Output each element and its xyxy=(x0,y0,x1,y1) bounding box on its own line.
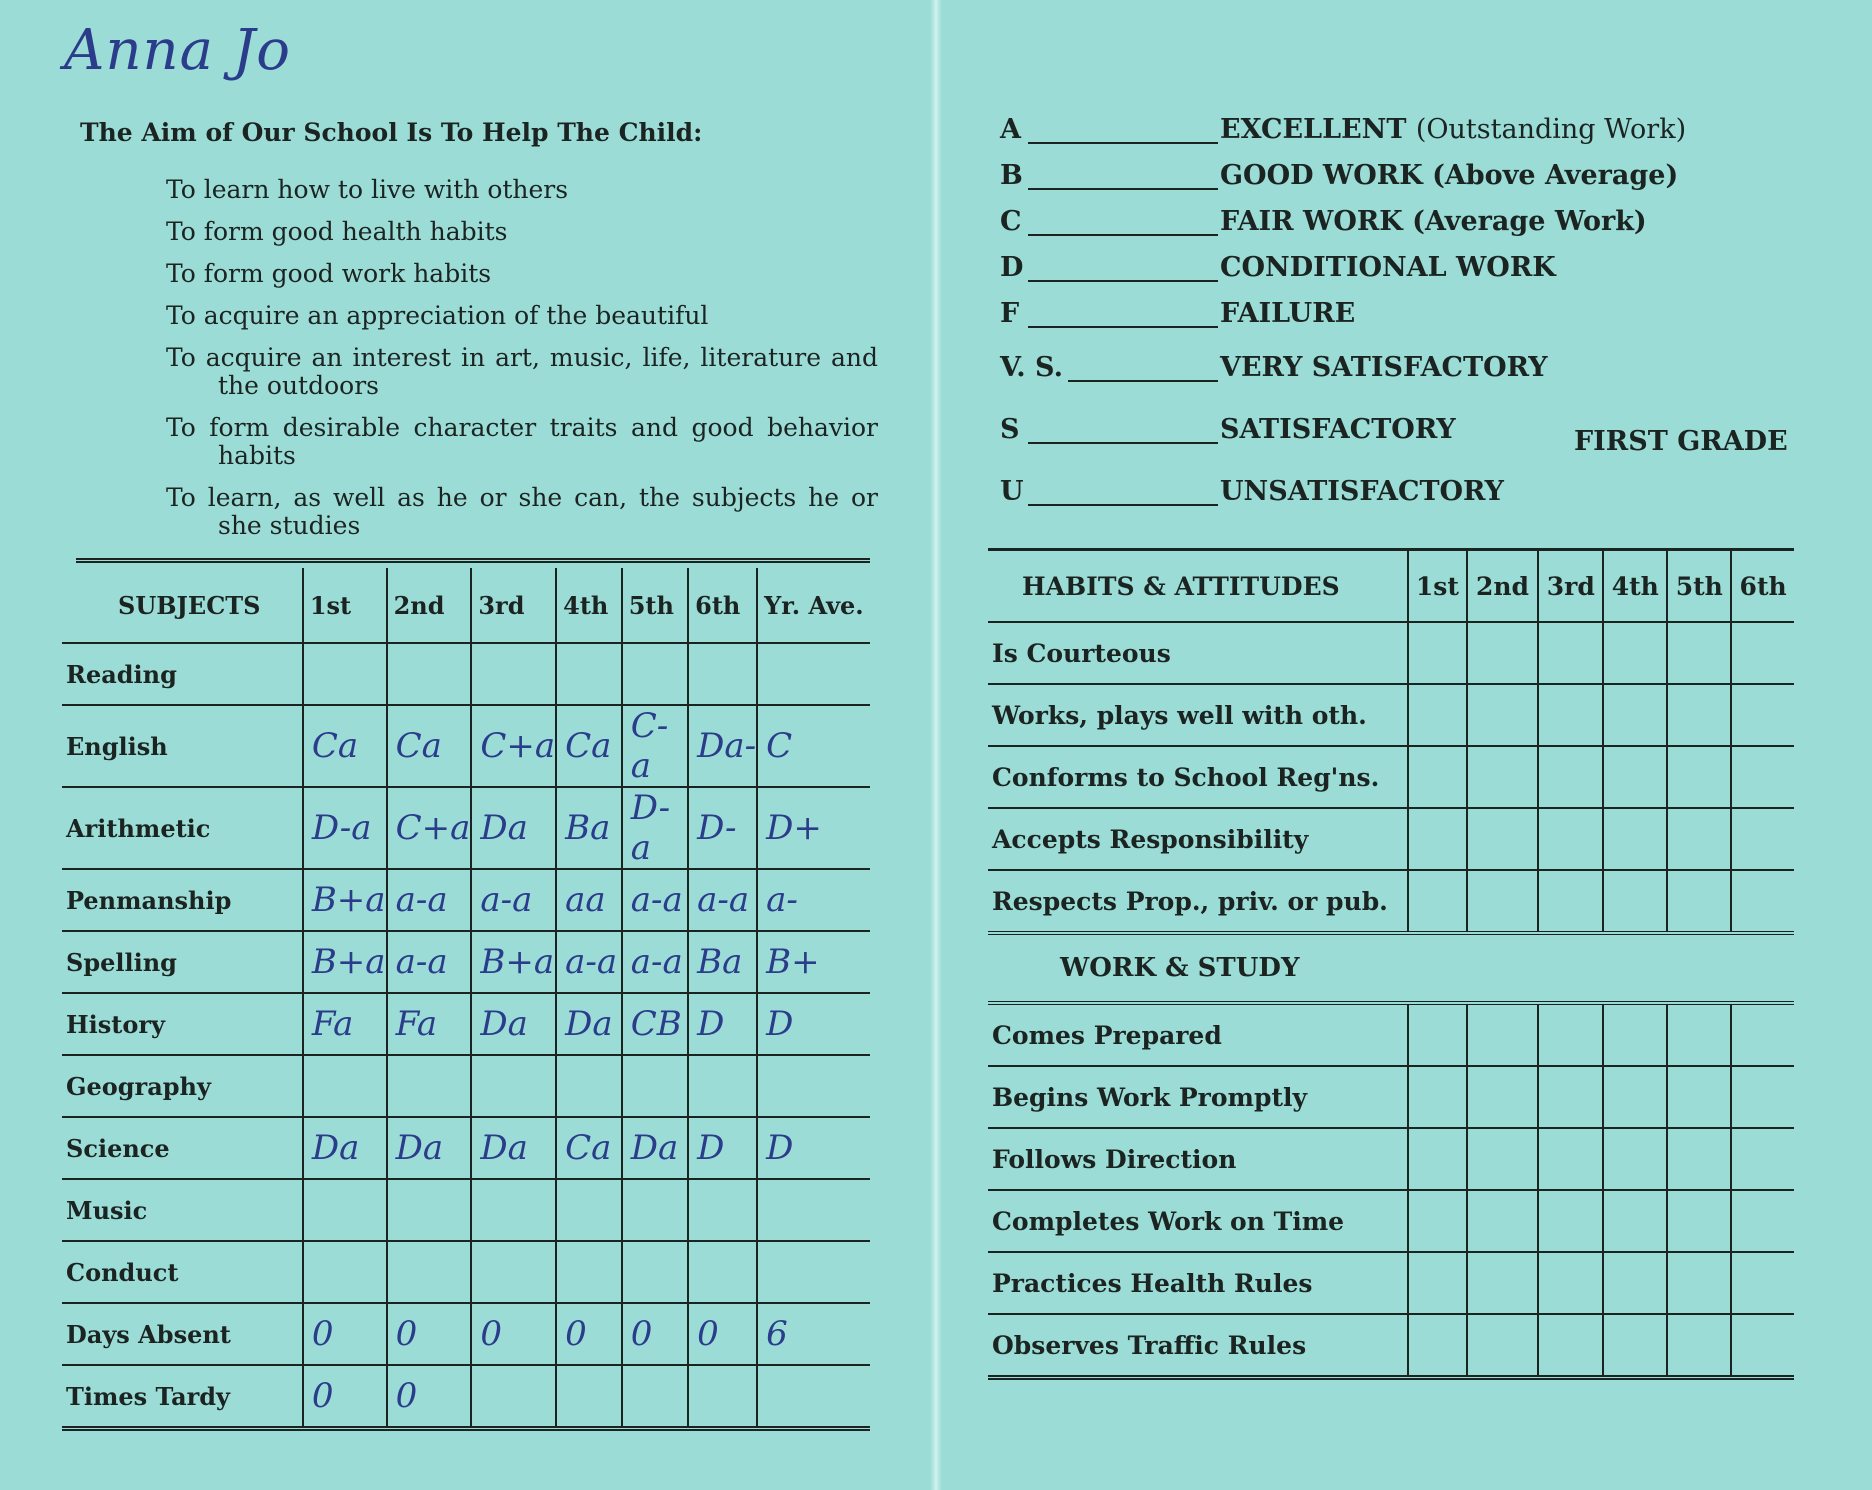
legend-line xyxy=(1028,188,1218,190)
subject-name: History xyxy=(62,993,303,1055)
habits-header-row xyxy=(988,550,1794,623)
grade-cell xyxy=(471,1055,556,1117)
grade-cell: Ba xyxy=(688,931,757,993)
legend-line xyxy=(1028,142,1218,144)
grade-cell: a-a xyxy=(688,869,757,931)
subject-name: Days Absent xyxy=(62,1303,303,1365)
grade-cell xyxy=(303,1241,387,1303)
aim-item: To acquire an interest in art, music, life, literature and the outdoors xyxy=(166,343,878,400)
grade-cell: C-a xyxy=(622,705,688,787)
subject-row xyxy=(62,869,870,931)
habit-grade-cell xyxy=(1667,870,1731,933)
grade-cell xyxy=(556,643,622,705)
aim-item: To form good work habits xyxy=(166,259,492,288)
habit-grade-cell xyxy=(1603,1128,1667,1190)
grade-cell xyxy=(303,1055,387,1117)
habit-grade-cell xyxy=(1603,1066,1667,1128)
aim-item: To learn how to live with others xyxy=(166,175,569,204)
habit-grade-cell xyxy=(1408,808,1467,870)
grade-cell: CB xyxy=(622,993,688,1055)
habit-grade-cell xyxy=(1603,870,1667,933)
legend-meaning xyxy=(1220,160,1678,191)
habit-label: Practices Health Rules xyxy=(988,1252,1408,1314)
legend-key: S xyxy=(1000,414,1020,445)
grade-cell xyxy=(688,1055,757,1117)
subject-name: Music xyxy=(62,1179,303,1241)
habit-grade-cell xyxy=(1667,808,1731,870)
habit-grade-cell xyxy=(1538,746,1603,808)
year-average-cell: D+ xyxy=(757,787,870,869)
habit-grade-cell xyxy=(1603,684,1667,746)
grade-cell xyxy=(387,1055,472,1117)
habit-grade-cell xyxy=(1467,1190,1538,1252)
habit-grade-cell xyxy=(1408,684,1467,746)
grade-cell: Fa xyxy=(387,993,472,1055)
subject-row xyxy=(62,705,870,787)
year-average-cell xyxy=(757,1055,870,1117)
page-fold xyxy=(930,0,942,1490)
term-header: 6th xyxy=(1731,550,1794,623)
subject-name: Reading xyxy=(62,643,303,705)
habit-label: Completes Work on Time xyxy=(988,1190,1408,1252)
term-header: 5th xyxy=(622,568,688,643)
habit-label: Is Courteous xyxy=(988,622,1408,684)
table-top-rule xyxy=(76,558,870,563)
legend-row xyxy=(1000,114,1820,160)
habit-grade-cell xyxy=(1667,1190,1731,1252)
grade-cell: Fa xyxy=(303,993,387,1055)
subject-row xyxy=(62,1303,870,1365)
grade-level-label: FIRST GRADE xyxy=(1574,426,1788,457)
habit-label: Works, plays well with oth. xyxy=(988,684,1408,746)
subject-name: Arithmetic xyxy=(62,787,303,869)
grade-cell: D- xyxy=(688,787,757,869)
habit-grade-cell xyxy=(1603,808,1667,870)
legend-key: V. S. xyxy=(1000,352,1063,383)
habit-grade-cell xyxy=(1467,1066,1538,1128)
subject-name: Spelling xyxy=(62,931,303,993)
legend-meaning xyxy=(1220,114,1686,145)
term-header: 2nd xyxy=(1467,550,1538,623)
grade-cell xyxy=(622,643,688,705)
grade-cell: D xyxy=(688,993,757,1055)
year-average-cell: a- xyxy=(757,869,870,931)
year-average-cell xyxy=(757,1179,870,1241)
grade-cell: D-a xyxy=(303,787,387,869)
habit-grade-cell xyxy=(1667,1066,1731,1128)
term-header: 5th xyxy=(1667,550,1731,623)
legend-key: U xyxy=(1000,476,1024,507)
subject-name: English xyxy=(62,705,303,787)
grade-cell: Da- xyxy=(688,705,757,787)
subject-row xyxy=(62,1241,870,1303)
grade-cell: B+a xyxy=(471,931,556,993)
habit-grade-cell xyxy=(1408,1252,1467,1314)
legend-row xyxy=(1000,206,1820,252)
year-average-cell: D xyxy=(757,1117,870,1179)
habit-grade-cell xyxy=(1538,1252,1603,1314)
grade-cell: Ca xyxy=(556,1117,622,1179)
work-study-row xyxy=(988,1128,1794,1190)
habit-grade-cell xyxy=(1467,870,1538,933)
legend-note: (Above Average) xyxy=(1432,160,1679,191)
grade-cell xyxy=(556,1055,622,1117)
grade-cell: D xyxy=(688,1117,757,1179)
habit-grade-cell xyxy=(1467,1252,1538,1314)
grade-cell: a-a xyxy=(387,931,472,993)
subjects-table xyxy=(62,568,870,1431)
grade-cell: D-a xyxy=(622,787,688,869)
legend-row xyxy=(1000,252,1820,298)
grade-cell xyxy=(387,643,472,705)
habits-header: HABITS & ATTITUDES xyxy=(988,550,1408,623)
habit-grade-cell xyxy=(1408,870,1467,933)
subjects-header-row xyxy=(62,568,870,643)
legend-key: B xyxy=(1000,160,1023,191)
habit-row xyxy=(988,622,1794,684)
subject-name: Geography xyxy=(62,1055,303,1117)
legend-line xyxy=(1028,504,1218,506)
grade-cell xyxy=(387,1179,472,1241)
habit-grade-cell xyxy=(1467,1314,1538,1378)
grade-cell: Ba xyxy=(556,787,622,869)
grade-cell: 0 xyxy=(556,1303,622,1365)
habit-grade-cell xyxy=(1667,684,1731,746)
subjects-header: SUBJECTS xyxy=(62,568,303,643)
subject-row xyxy=(62,1117,870,1179)
legend-meaning: CONDITIONAL WORK xyxy=(1220,252,1556,283)
grade-cell xyxy=(622,1241,688,1303)
legend-line xyxy=(1028,234,1218,236)
habit-grade-cell xyxy=(1467,1128,1538,1190)
habit-grade-cell xyxy=(1603,1190,1667,1252)
grade-cell: a-a xyxy=(556,931,622,993)
habit-grade-cell xyxy=(1667,746,1731,808)
legend-row xyxy=(1000,298,1820,344)
habit-grade-cell xyxy=(1603,622,1667,684)
habit-grade-cell xyxy=(1408,1003,1467,1066)
legend-key: F xyxy=(1000,298,1020,329)
legend-line xyxy=(1028,280,1218,282)
grade-cell: 0 xyxy=(303,1303,387,1365)
habit-grade-cell xyxy=(1731,746,1794,808)
work-study-row xyxy=(988,1252,1794,1314)
habit-row xyxy=(988,684,1794,746)
subject-row xyxy=(62,1365,870,1429)
subject-row xyxy=(62,787,870,869)
year-average-cell: 6 xyxy=(757,1303,870,1365)
legend-key: C xyxy=(1000,206,1022,237)
habit-grade-cell xyxy=(1667,622,1731,684)
grade-cell xyxy=(556,1179,622,1241)
legend-meaning: VERY SATISFACTORY xyxy=(1220,352,1548,383)
grade-cell: a-a xyxy=(622,869,688,931)
subject-name: Conduct xyxy=(62,1241,303,1303)
legend-meaning xyxy=(1220,206,1647,237)
habit-grade-cell xyxy=(1538,1128,1603,1190)
grade-cell xyxy=(471,1179,556,1241)
work-study-row xyxy=(988,1314,1794,1378)
habit-grade-cell xyxy=(1408,1066,1467,1128)
legend-row xyxy=(1000,352,1820,406)
grade-cell: Ca xyxy=(387,705,472,787)
grade-cell xyxy=(556,1365,622,1429)
habit-grade-cell xyxy=(1467,746,1538,808)
grade-cell: Da xyxy=(622,1117,688,1179)
habit-label: WORK & STUDY xyxy=(988,933,1794,1003)
habit-grade-cell xyxy=(1667,1252,1731,1314)
term-header: 3rd xyxy=(471,568,556,643)
grade-cell xyxy=(471,1365,556,1429)
grade-legend xyxy=(1000,114,1820,530)
grade-cell: Da xyxy=(303,1117,387,1179)
habit-grade-cell xyxy=(1467,684,1538,746)
subjects-body xyxy=(62,643,870,1429)
subject-row xyxy=(62,993,870,1055)
subject-row xyxy=(62,1179,870,1241)
grade-cell xyxy=(471,643,556,705)
grade-cell: Ca xyxy=(303,705,387,787)
grade-cell: 0 xyxy=(622,1303,688,1365)
legend-meaning-text: GOOD WORK xyxy=(1220,160,1423,191)
aim-item: To learn, as well as he or she can, the subjects he or she studies xyxy=(166,483,878,540)
habit-row xyxy=(988,870,1794,933)
legend-row xyxy=(1000,476,1820,530)
habit-label: Follows Direction xyxy=(988,1128,1408,1190)
habits-body xyxy=(988,622,1794,1378)
habit-grade-cell xyxy=(1603,746,1667,808)
work-study-row xyxy=(988,1190,1794,1252)
grade-cell: C+a xyxy=(387,787,472,869)
habit-grade-cell xyxy=(1731,1190,1794,1252)
subject-row xyxy=(62,643,870,705)
habit-grade-cell xyxy=(1731,1128,1794,1190)
habits-table xyxy=(988,548,1794,1380)
habit-row xyxy=(988,808,1794,870)
aim-item: To acquire an appreciation of the beautiful xyxy=(166,301,709,330)
habit-label: Observes Traffic Rules xyxy=(988,1314,1408,1378)
legend-meaning-text: EXCELLENT xyxy=(1220,114,1407,145)
term-header: 6th xyxy=(688,568,757,643)
legend-note: (Average Work) xyxy=(1412,206,1647,237)
grade-cell: Da xyxy=(471,993,556,1055)
habit-label: Comes Prepared xyxy=(988,1003,1408,1066)
grade-cell xyxy=(622,1365,688,1429)
grade-cell: a-a xyxy=(471,869,556,931)
habit-grade-cell xyxy=(1538,870,1603,933)
habit-grade-cell xyxy=(1667,1128,1731,1190)
grade-cell: aa xyxy=(556,869,622,931)
grade-cell xyxy=(556,1241,622,1303)
legend-meaning: UNSATISFACTORY xyxy=(1220,476,1504,507)
grade-cell: 0 xyxy=(688,1303,757,1365)
habit-grade-cell xyxy=(1538,1003,1603,1066)
year-average-cell xyxy=(757,643,870,705)
habit-row xyxy=(988,746,1794,808)
habit-grade-cell xyxy=(1603,1252,1667,1314)
grade-cell xyxy=(622,1179,688,1241)
section-header-row xyxy=(988,933,1794,1003)
legend-row xyxy=(1000,160,1820,206)
grade-cell xyxy=(303,643,387,705)
legend-meaning-text: FAIR WORK xyxy=(1220,206,1403,237)
grade-cell: B+a xyxy=(303,869,387,931)
year-average-cell xyxy=(757,1241,870,1303)
aim-item: To form good health habits xyxy=(166,217,508,246)
habit-grade-cell xyxy=(1667,1003,1731,1066)
habit-grade-cell xyxy=(1731,1314,1794,1378)
habit-grade-cell xyxy=(1408,1128,1467,1190)
legend-meaning: SATISFACTORY xyxy=(1220,414,1456,445)
year-average-header: Yr. Ave. xyxy=(757,568,870,643)
year-average-cell xyxy=(757,1365,870,1429)
term-header: 4th xyxy=(1603,550,1667,623)
subject-row xyxy=(62,1055,870,1117)
legend-key: D xyxy=(1000,252,1024,283)
term-header: 1st xyxy=(303,568,387,643)
subject-row xyxy=(62,931,870,993)
grade-cell: a-a xyxy=(622,931,688,993)
habit-grade-cell xyxy=(1538,1066,1603,1128)
term-header: 3rd xyxy=(1538,550,1603,623)
grade-cell: Da xyxy=(556,993,622,1055)
grade-cell: B+a xyxy=(303,931,387,993)
grade-cell xyxy=(622,1055,688,1117)
habit-grade-cell xyxy=(1667,1314,1731,1378)
habit-grade-cell xyxy=(1467,808,1538,870)
habit-grade-cell xyxy=(1538,1314,1603,1378)
habit-grade-cell xyxy=(1408,746,1467,808)
grade-cell xyxy=(688,643,757,705)
legend-line xyxy=(1068,380,1218,382)
aims-title: The Aim of Our School Is To Help The Child: xyxy=(80,118,703,147)
subject-name: Science xyxy=(62,1117,303,1179)
grade-cell: 0 xyxy=(303,1365,387,1429)
term-header: 2nd xyxy=(387,568,472,643)
student-name-signature: Anna Jo xyxy=(64,18,291,83)
grade-cell: 0 xyxy=(387,1303,472,1365)
work-study-row xyxy=(988,1066,1794,1128)
legend-key: A xyxy=(1000,114,1021,145)
habit-grade-cell xyxy=(1603,1003,1667,1066)
habit-grade-cell xyxy=(1538,684,1603,746)
habit-label: Conforms to School Reg'ns. xyxy=(988,746,1408,808)
habit-grade-cell xyxy=(1467,622,1538,684)
habit-label: Respects Prop., priv. or pub. xyxy=(988,870,1408,933)
term-header: 4th xyxy=(556,568,622,643)
grade-cell: 0 xyxy=(471,1303,556,1365)
work-study-row xyxy=(988,1003,1794,1066)
habit-grade-cell xyxy=(1603,1314,1667,1378)
grade-cell: Ca xyxy=(556,705,622,787)
habit-grade-cell xyxy=(1408,1314,1467,1378)
year-average-cell: C xyxy=(757,705,870,787)
subject-name: Times Tardy xyxy=(62,1365,303,1429)
habit-grade-cell xyxy=(1467,1003,1538,1066)
habit-grade-cell xyxy=(1731,684,1794,746)
legend-line xyxy=(1028,326,1218,328)
year-average-cell: D xyxy=(757,993,870,1055)
grade-cell: Da xyxy=(387,1117,472,1179)
term-header: 1st xyxy=(1408,550,1467,623)
grade-cell xyxy=(688,1179,757,1241)
grade-cell: Da xyxy=(471,1117,556,1179)
habit-label: Accepts Responsibility xyxy=(988,808,1408,870)
habit-grade-cell xyxy=(1731,622,1794,684)
habit-grade-cell xyxy=(1538,808,1603,870)
grade-cell: a-a xyxy=(387,869,472,931)
grade-cell: Da xyxy=(471,787,556,869)
habit-grade-cell xyxy=(1538,1190,1603,1252)
year-average-cell: B+ xyxy=(757,931,870,993)
habit-label: Begins Work Promptly xyxy=(988,1066,1408,1128)
habit-grade-cell xyxy=(1731,1003,1794,1066)
grade-cell xyxy=(688,1241,757,1303)
habit-grade-cell xyxy=(1731,1252,1794,1314)
aims-list xyxy=(166,176,878,554)
habit-grade-cell xyxy=(1731,870,1794,933)
legend-line xyxy=(1028,442,1218,444)
grade-cell xyxy=(303,1179,387,1241)
habit-grade-cell xyxy=(1408,1190,1467,1252)
grade-cell: 0 xyxy=(387,1365,472,1429)
subject-name: Penmanship xyxy=(62,869,303,931)
grade-cell xyxy=(387,1241,472,1303)
grade-cell: C+a xyxy=(471,705,556,787)
grade-cell xyxy=(688,1365,757,1429)
habit-grade-cell xyxy=(1731,1066,1794,1128)
aim-item: To form desirable character traits and good behavior habits xyxy=(166,413,878,470)
legend-meaning: FAILURE xyxy=(1220,298,1356,329)
grade-cell xyxy=(471,1241,556,1303)
habit-grade-cell xyxy=(1731,808,1794,870)
habit-grade-cell xyxy=(1408,622,1467,684)
habit-grade-cell xyxy=(1538,622,1603,684)
legend-note: (Outstanding Work) xyxy=(1415,114,1687,145)
